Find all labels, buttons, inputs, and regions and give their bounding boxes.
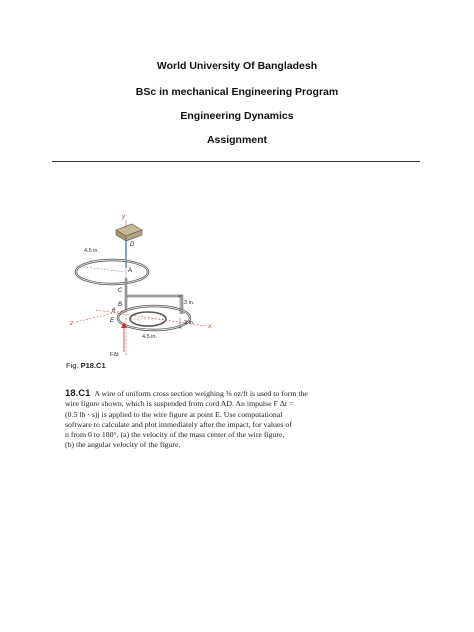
problem-number: 18.C1 (65, 389, 91, 399)
point-a-label: A (128, 268, 133, 274)
point-d-label: D (130, 242, 135, 248)
course-name: Engineering Dynamics (180, 110, 294, 122)
impulse-label: FΔt (110, 352, 119, 358)
ceiling-support (116, 224, 142, 241)
figure-caption-prefix: Fig. (66, 361, 79, 370)
program-name: BSc in mechanical Engineering Program (135, 86, 339, 98)
wire-figure-diagram (56, 206, 256, 376)
y-axis-label: y (122, 213, 126, 220)
problem-line-5: u from 0 to 180°, (a) the velocity of the mass center of the wire figure, (65, 430, 285, 440)
problem-line-2: wire figure shown, which is suspended from cord AD. An impulse F Δt = (65, 399, 294, 409)
wire-figure-svg (56, 206, 256, 376)
figure-caption-id: P18.C1 (80, 361, 106, 370)
problem-line-1: 18.C1 A wire of uniform cross section weighing ⅝ oz/ft is used to form the (65, 389, 308, 399)
dim-top-radius: 4.5 in. (84, 248, 99, 254)
point-c-label: C (118, 288, 123, 294)
problem-line-4: software to calculate and plot immediately after the impact, for values of (65, 419, 292, 429)
dim-height-2: 3 in. (184, 320, 195, 326)
point-b-label: B (118, 302, 123, 308)
x-axis-label: x (208, 323, 212, 330)
z-axis-label: z (70, 320, 74, 327)
dim-bottom-radius: 4.5 in. (142, 334, 157, 340)
theta-label: θ (112, 308, 116, 314)
document-type: Assignment (206, 134, 268, 146)
header-divider (52, 161, 420, 162)
problem-line-6: (b) the angular velocity of the figure. (65, 440, 181, 450)
problem-statement (65, 389, 413, 451)
dim-height-1: 3 in. (184, 300, 195, 306)
figure-caption (66, 361, 106, 370)
university-name: World University Of Bangladesh (156, 60, 318, 72)
problem-line-3: (0.5 lb · s)j is applied to the wire figure at point E. Use computational (65, 409, 283, 419)
point-e-label: E (110, 318, 115, 324)
